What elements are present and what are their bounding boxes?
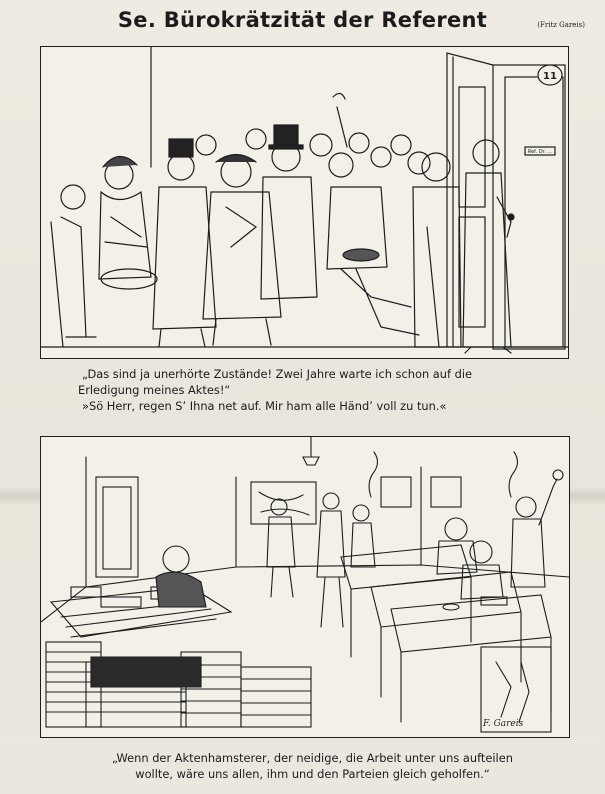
caption-1-line-1: „Das sind ja unerhörte Zustände! Zwei Jahre warte ich schon auf die [82,367,473,381]
artist-signature: F. Gareis [483,719,524,729]
caption-2-line-2: wollte, wäre uns allen, ihm und den Parteien gleich geholfen.“ [135,767,490,781]
waiting-crowd-illustration [41,47,568,358]
cartoon-panel-office [40,436,570,738]
file-piles [46,587,311,727]
cartoon-panel-waiting-crowd [40,46,569,359]
door-number: 11 [543,71,557,82]
caption-panel-2 [40,750,585,782]
caption-1-line-3: »Sö Herr, regen S’ Ihna net auf. Mir ham alle Händ’ voll zu tun.« [82,399,447,413]
page-title: Se. Bürokrätzität der Referent [117,8,488,32]
door-sign: Ref. Dr. ... [527,149,553,155]
office-illustration [41,437,569,737]
crowd-figures [51,93,511,353]
caption-2-line-1: „Wenn der Aktenhamsterer, der neidige, die Arbeit unter uns aufteilen [112,751,513,765]
caption-1-line-2: Erledigung meines Aktes!“ [78,383,231,397]
caption-panel-1 [78,366,587,414]
artist-credit: (Fritz Gareis) [537,21,585,29]
